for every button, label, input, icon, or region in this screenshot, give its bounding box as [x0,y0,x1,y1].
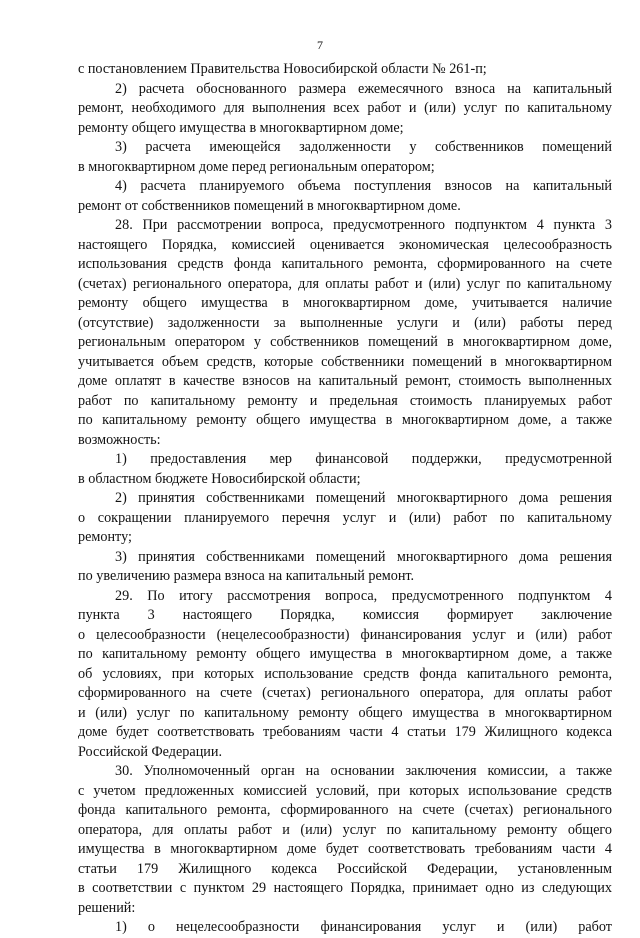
text-line: работ по капитальному ремонту и предельная стоимость планируемых работ [78,392,612,409]
text-line: (счетах) регионального оператора, для оплаты работ и (или) услуг по капитальному [78,275,612,292]
text-line: региональным оператором у собственников помещений в многоквартирном доме, [78,334,612,350]
text-line: пункта 3 настоящего Порядка, комиссия формирует заключение [78,607,612,623]
text-line: оператора, для оплаты работ и (или) услуг по капитальному ремонту общего [78,821,612,838]
text-line: 3) расчета имеющейся задолженности у собственников помещений [115,139,612,155]
text-line: о сокращении планируемого перечня услуг и (или) работ по капитальному [78,509,612,526]
text-line: 1) о нецелесообразности финансирования услуг и (или) работ [115,919,612,935]
text-line: в многоквартирном доме перед региональным оператором; [78,158,435,175]
text-line: 29. По итогу рассмотрения вопроса, предусмотренного подпунктом 4 [115,587,612,604]
text-line: ремонт от собственников помещений в многоквартирном доме. [78,197,461,214]
text-line: с постановлением Правительства Новосибирской области № 261-п; [78,61,487,77]
text-line: 4) расчета планируемого объема поступления взносов на капитальный [115,178,612,194]
text-line: возможность: [78,431,161,448]
text-line: с учетом предложенных комиссией условий, при которых использование средств [78,782,612,799]
text-line: 2) принятия собственниками помещений многоквартирного дома решения [115,490,612,506]
text-line: настоящего Порядка, комиссией оценивается экономическая целесообразность [78,236,612,253]
text-line: учитывается объем средств, которые собственники помещений в многоквартирном [78,353,612,370]
text-line: ремонту общего имущества в многоквартирном доме; [78,119,404,136]
document-body [78,60,612,938]
text-line: доме оплатят в качестве взносов на капитальный ремонт, стоимость выполненных [78,373,612,389]
text-line: ремонту общего имущества в многоквартирном доме, учитывается наличие [78,295,612,311]
text-line: по увеличению размера взноса на капитальный ремонт. [78,568,415,584]
text-line: в соответствии с пунктом 29 настоящего Порядка, принимает одно из следующих [78,880,612,896]
text-line: фонда капитального ремонта, сформированного на счете (счетах) регионального [78,802,612,818]
text-line: 3) принятия собственниками помещений многоквартирного дома решения [115,548,612,565]
text-line: доме будет соответствовать требованиям части 4 статьи 179 Жилищного кодекса [78,724,612,740]
text-line: (отсутствие) задолженности за выполненные услуги и (или) работы перед [78,314,612,331]
text-line: имущества в многоквартирном доме будет соответствовать требованиям части 4 [78,841,612,857]
text-line: статьи 179 Жилищного кодекса Российской Федерации, установленным [78,860,612,877]
text-line: об условиях, при которых использование средств фонда капитального ремонта, [78,665,612,682]
text-line: и (или) услуг по капитальному ремонту общего имущества в многоквартирном [78,704,612,721]
text-line: 28. При рассмотрении вопроса, предусмотренного подпунктом 4 пункта 3 [115,217,612,233]
page-number: 7 [317,38,323,52]
text-line: ремонт, необходимого для выполнения всех работ и (или) услуг по капитальному [78,100,612,116]
text-line: по капитальному ремонту общего имущества в многоквартирном доме, а также [78,412,612,428]
text-line: ремонту; [78,529,132,545]
text-line: о целесообразности (нецелесообразности) финансирования услуг и (или) работ [78,626,612,643]
text-line: 1) предоставления мер финансовой поддержки, предусмотренной [115,451,612,467]
text-line: 30. Уполномоченный орган на основании заключения комиссии, а также [115,763,612,779]
text-line: использования средств фонда капитального ремонта, сформированного на счете [78,256,612,272]
text-line: 2) расчета обоснованного размера ежемесячного взноса на капитальный [115,80,612,97]
text-line: в областном бюджете Новосибирской области; [78,470,361,487]
text-line: Российской Федерации. [78,743,223,760]
text-line: сформированного на счете (счетах) регионального оператора, для оплаты работ [78,685,612,701]
text-line: по капитальному ремонту общего имущества в многоквартирном доме, а также [78,646,612,662]
text-line: решений: [78,899,136,916]
